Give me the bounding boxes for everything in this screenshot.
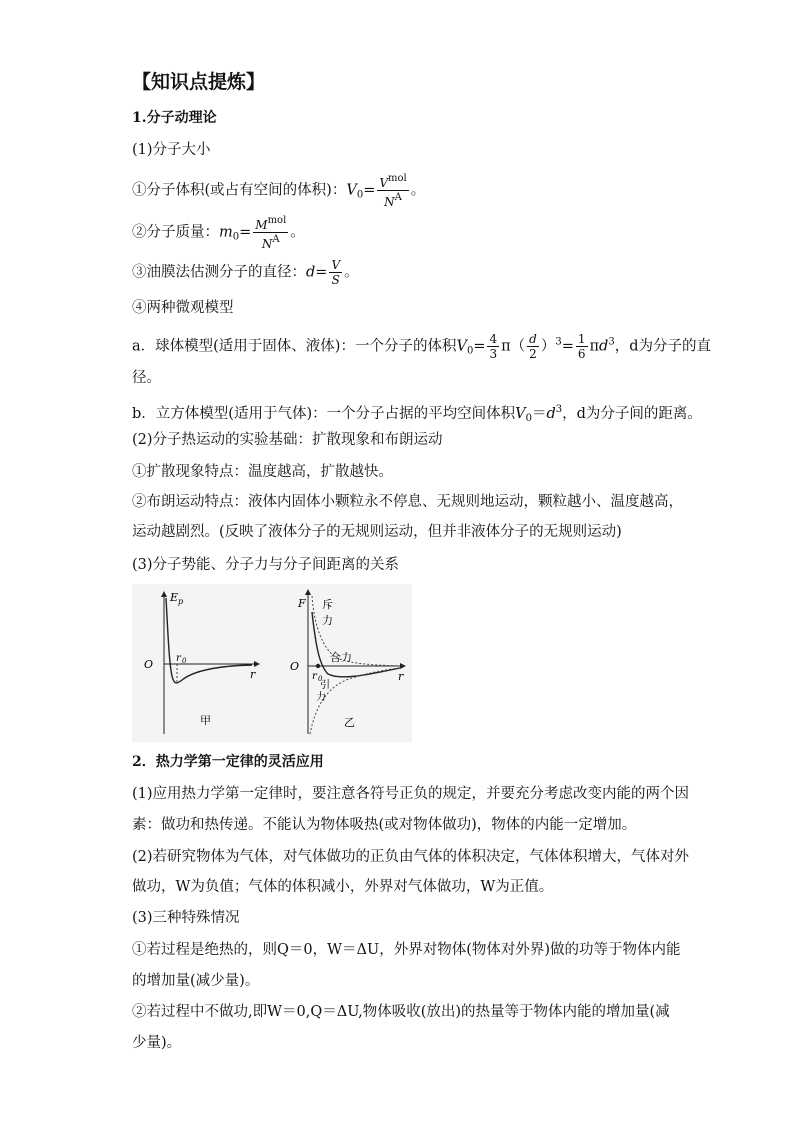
- para-case-1a: ①若过程是绝热的，则Q＝0，W＝ΔU，外界对物体(物体对外界)做的功等于物体内能: [132, 942, 681, 958]
- formula-molecule-mass: [132, 214, 305, 251]
- equals: =: [315, 264, 328, 281]
- close-paren: ）: [540, 338, 556, 355]
- label: ①分子体积(或占有空间的体积)：: [132, 182, 347, 199]
- net-force-label: 合力: [330, 651, 352, 664]
- ep-curve: [166, 598, 252, 683]
- label: a．球体模型(适用于固体、液体)：一个分子的体积: [132, 338, 457, 355]
- sub-0: 0: [466, 345, 474, 357]
- denominator: N: [384, 195, 395, 209]
- label: ②分子质量：: [132, 224, 219, 241]
- molecular-force-figure: [132, 584, 412, 742]
- para-first-law-2a: (2)若研究物体为气体，对气体做功的正负由气体的体积决定，气体体积增大，气体对外: [132, 849, 690, 865]
- sup-3: 3: [608, 336, 615, 348]
- para-diffusion: ①扩散现象特点：温度越高，扩散越快。: [132, 464, 393, 480]
- heading-first-law: 2．热力学第一定律的灵活应用: [132, 754, 324, 770]
- equals: ＝: [531, 406, 547, 422]
- para-brownian-1: ②布朗运动特点：液体内固体小颗粒永不停息、无规则地运动，颗粒越小、温度越高，: [132, 494, 683, 510]
- y-arrow: [305, 589, 311, 595]
- fraction: [253, 214, 288, 251]
- denominator-sup: A: [272, 234, 280, 245]
- para-case-2b: 少量)。: [132, 1035, 182, 1051]
- var-d: d: [306, 264, 316, 281]
- numerator: M: [255, 218, 268, 232]
- fraction-1-6: $\frac{1}{6}$: [577, 332, 586, 361]
- var-m: m: [219, 224, 233, 241]
- formula-sphere-model: [132, 332, 711, 362]
- sub-0: 0: [232, 231, 240, 243]
- r0-sub: 0: [182, 657, 187, 665]
- graph-molecular-force: [290, 589, 406, 734]
- end-mark: 。: [344, 264, 359, 281]
- denominator: S: [331, 273, 340, 287]
- para-special-cases: (3)三种特殊情况: [132, 910, 240, 926]
- para-case-2a: ②若过程中不做功,即W＝0,Q＝ΔU,物体吸收(放出)的热量等于物体内能的增加量(减: [132, 1004, 670, 1020]
- x-arrow: [254, 661, 260, 667]
- numerator: V: [331, 258, 341, 272]
- repel-label-1: 斥: [322, 598, 333, 611]
- para-first-law-1a: (1)应用热力学第一定律时，要注意各符号正负的规定，并要充分考虑改变内能的两个因: [132, 786, 690, 802]
- r0-label: r: [312, 671, 317, 682]
- sup-3: 3: [555, 404, 563, 415]
- var-d: d: [599, 338, 609, 355]
- y-arrow: [161, 591, 167, 597]
- equals: =: [239, 224, 252, 241]
- var-v: V: [346, 182, 357, 199]
- equals-2: =: [561, 338, 574, 355]
- fraction: [329, 258, 342, 287]
- para-first-law-2b: 做功，W为负值；气体的体积减小，外界对气体做功，W为正值。: [132, 879, 554, 895]
- r-label: r: [250, 668, 256, 681]
- para-brownian-2: 运动越剧烈。(反映了液体分子的无规则运动，但并非液体分子的无规则运动): [132, 524, 622, 540]
- attract-label-1: 引: [320, 680, 330, 691]
- trailing-text: ，d为分子间的距离。: [562, 406, 702, 422]
- fraction-4-3: $\frac{4}{3}$: [489, 332, 498, 361]
- var-d: d: [546, 406, 556, 422]
- denominator-sup: A: [394, 192, 402, 203]
- para-potential-force: (3)分子势能、分子力与分子间距离的关系: [132, 557, 400, 573]
- label: ③油膜法估测分子的直径：: [132, 264, 306, 281]
- origin-label: O: [144, 658, 154, 671]
- sub-0: 0: [525, 413, 532, 424]
- var-v: V: [456, 338, 467, 355]
- pi-paren: π（: [501, 338, 526, 355]
- caption-right: 乙: [344, 716, 355, 729]
- numerator-sup: mol: [267, 215, 287, 226]
- attract-label-2: 力: [316, 692, 326, 703]
- end-mark: 。: [290, 224, 305, 241]
- f-label: F: [298, 597, 306, 610]
- label: b．立方体模型(适用于气体)：一个分子占据的平均空间体积: [132, 406, 516, 422]
- formula-molecule-volume: [132, 172, 425, 209]
- section-title: 【知识点提炼】: [132, 71, 266, 93]
- end-mark: 。: [410, 182, 426, 199]
- para-thermal-motion: (2)分子热运动的实验基础：扩散现象和布朗运动: [132, 432, 443, 448]
- repel-label-2: 力: [322, 614, 333, 627]
- sphere-model-continuation: 径。: [132, 370, 161, 386]
- r-label: r: [398, 670, 404, 683]
- graph-potential-energy: [144, 591, 260, 734]
- ep-sub: p: [178, 597, 184, 606]
- equals: =: [363, 182, 376, 199]
- numerator: V: [379, 176, 389, 190]
- var-v: V: [515, 406, 526, 422]
- r0-point: [316, 664, 320, 668]
- trailing-text: ，d为分子的直: [614, 338, 712, 355]
- para-first-law-1b: 素：做功和热传递。不能认为物体吸热(或对物体做功)，物体的内能一定增加。: [132, 817, 637, 833]
- ep-label: E: [170, 591, 179, 604]
- formula-oil-film-diameter: [132, 258, 359, 287]
- equals: =: [473, 338, 486, 355]
- pi: π: [589, 338, 600, 355]
- origin-label: O: [290, 660, 300, 673]
- formula-cube-model: [132, 400, 702, 429]
- fraction: [377, 172, 408, 209]
- numerator-sup: mol: [388, 173, 407, 184]
- sub-0: 0: [356, 189, 364, 201]
- fraction-d-2: $\frac{d}{2}$: [529, 332, 537, 361]
- r0-sub: 0: [318, 675, 323, 683]
- para-micro-models: ④两种微观模型: [132, 300, 234, 316]
- para-molecule-size: (1)分子大小: [132, 142, 211, 158]
- cube: 3: [555, 336, 562, 348]
- para-case-1b: 的增加量(减少量)。: [132, 973, 260, 989]
- figure-svg: [132, 584, 412, 742]
- heading-molecular-theory: 1.分子动理论: [132, 110, 217, 126]
- r0-label: r: [176, 653, 181, 664]
- x-arrow: [400, 663, 406, 669]
- denominator: N: [261, 237, 273, 251]
- caption-left: 甲: [200, 714, 211, 727]
